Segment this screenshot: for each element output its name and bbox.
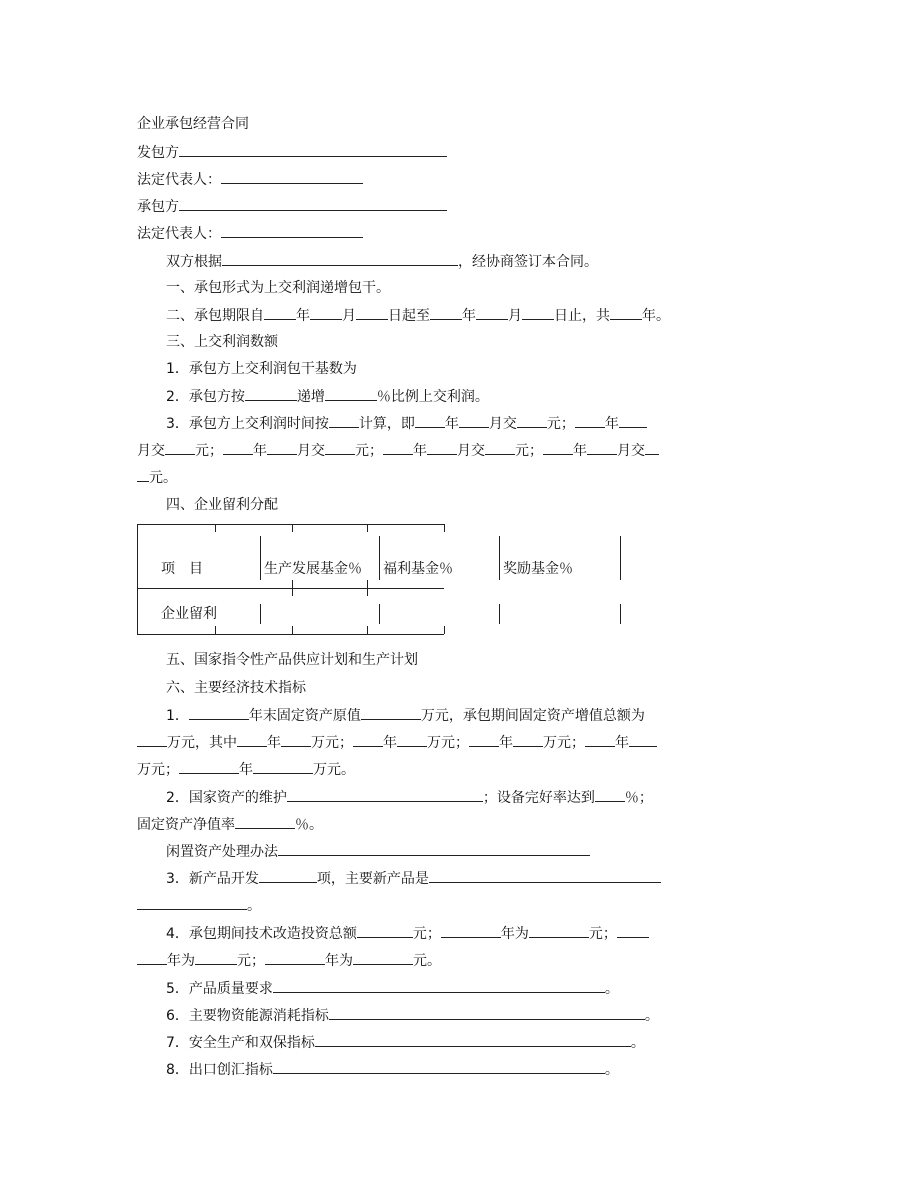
clause-6-title: 六、主要经济技术指标: [166, 680, 306, 696]
tick: [444, 626, 445, 634]
clause-2-f: 月: [508, 308, 522, 324]
blank[interactable]: [315, 1033, 631, 1047]
period: 。: [604, 981, 619, 997]
contractor-line: [137, 197, 447, 216]
clause-6-item-2-line-2: [137, 815, 323, 834]
col-rule: [379, 536, 380, 580]
clause-6-item-7: [166, 1033, 645, 1052]
blank[interactable]: [543, 441, 573, 455]
blank[interactable]: [585, 733, 615, 747]
blank[interactable]: [278, 842, 590, 856]
blank[interactable]: [429, 869, 661, 883]
blank[interactable]: [353, 733, 383, 747]
tick: [367, 626, 368, 634]
item-6-label: 6．主要物资能源消耗指标: [166, 1008, 329, 1024]
contractor-rep-line: [137, 224, 363, 243]
clause-6-item-2-line-1: [166, 788, 653, 807]
item-2-e: ％。: [295, 817, 323, 833]
item-2-a: 2．承包方按: [166, 389, 245, 405]
table-header-development-fund: 生产发展基金％: [264, 561, 362, 577]
blank[interactable]: [522, 306, 554, 320]
year-text: 年: [604, 416, 619, 432]
blank[interactable]: [629, 733, 657, 747]
blank[interactable]: [165, 441, 195, 455]
clause-3-item-3-line-2: [137, 441, 659, 460]
clause-6-item-3-line-2: [137, 896, 261, 915]
blank[interactable]: [189, 706, 249, 720]
blank[interactable]: [310, 306, 342, 320]
blank[interactable]: [469, 733, 499, 747]
blank[interactable]: [575, 414, 605, 428]
blank[interactable]: [264, 306, 296, 320]
blank[interactable]: [137, 951, 167, 965]
blank[interactable]: [353, 951, 413, 965]
blank[interactable]: [267, 441, 297, 455]
clause-6-item-1-line-3: [137, 760, 355, 779]
issuer-label: 发包方: [137, 145, 179, 161]
clause-3-item-2: [166, 387, 489, 406]
blank[interactable]: [137, 733, 167, 747]
clause-2: [166, 306, 670, 325]
yuan-end-text: 元。: [413, 953, 441, 969]
year-as-text: 年为: [167, 953, 195, 969]
idle-label: 闲置资产处理办法: [166, 844, 278, 860]
clause-6-item-1-line-1: [166, 706, 645, 725]
year-as-text: 年为: [500, 926, 529, 942]
col-rule: [499, 536, 500, 580]
item-2-c: ％；: [624, 790, 653, 806]
clause-1: 一、承包形式为上交利润递增包干。: [166, 280, 390, 296]
clause-2-c: 月: [342, 308, 356, 324]
month-pay-text: 月交: [488, 416, 517, 432]
period: 。: [604, 1062, 619, 1078]
contractor-blank[interactable]: [179, 197, 447, 211]
wan-text: 万元；: [427, 735, 469, 751]
blank[interactable]: [485, 441, 515, 455]
item-2-b: 递增: [296, 389, 325, 405]
yuan-text: 元；: [515, 443, 543, 459]
blank[interactable]: [325, 441, 355, 455]
month-pay-text: 月交: [457, 443, 485, 459]
month-pay-text: 月交: [137, 443, 165, 459]
clause-3-item-3-line-3: [137, 468, 177, 487]
clause-3-item-1: 1．承包方上交利润包干基数为: [166, 361, 357, 377]
blank[interactable]: [595, 788, 625, 802]
year-text: 年: [615, 735, 629, 751]
blank[interactable]: [329, 414, 359, 428]
col-rule: [620, 536, 621, 580]
blank[interactable]: [427, 441, 457, 455]
yuan-text: 元；: [195, 443, 223, 459]
wan-end-text: 万元。: [313, 762, 355, 778]
tick: [367, 524, 368, 532]
year-as-text: 年为: [325, 953, 353, 969]
clause-4-title: 四、企业留利分配: [166, 497, 278, 513]
table-header-bonus-fund: 奖励基金％: [503, 561, 573, 577]
blank[interactable]: [273, 979, 605, 993]
col-rule: [499, 604, 500, 624]
year-text: 年: [239, 762, 253, 778]
item-2-c: ％比例上交利润。: [376, 389, 489, 405]
clause-2-g: 日止，共: [554, 308, 610, 324]
blank[interactable]: [273, 1060, 605, 1074]
blank[interactable]: [325, 387, 377, 401]
blank[interactable]: [383, 441, 413, 455]
idle-assets-line: [166, 842, 590, 861]
yuan-text: 元；: [588, 926, 617, 942]
clause-6-item-8: [166, 1060, 619, 1079]
contractor-rep-blank[interactable]: [221, 224, 363, 238]
clause-6-item-4-line-2: [137, 951, 441, 970]
blank[interactable]: [645, 441, 659, 455]
clause-2-a: 二、承包期限自: [166, 308, 264, 324]
clause-2-d: 日起至: [388, 308, 430, 324]
item-3-a: 3．新产品开发: [166, 871, 259, 887]
period: 。: [630, 1035, 645, 1051]
yuan-text: 元；: [237, 953, 265, 969]
clause-6-item-3-line-1: [166, 869, 661, 888]
blank[interactable]: [361, 706, 421, 720]
blank[interactable]: [476, 306, 508, 320]
item-3-a: 3．承包方上交利润时间按: [166, 416, 329, 432]
intro-line: [166, 252, 598, 271]
blank[interactable]: [137, 896, 247, 910]
table-bottom-rule: [137, 634, 444, 635]
item-2-a: 2．国家资产的维护: [166, 790, 287, 806]
item-2-d: 固定资产净值率: [137, 817, 235, 833]
intro-pre: 双方根据: [166, 254, 222, 270]
col-rule: [379, 604, 380, 624]
yuan-text: 元；: [355, 443, 383, 459]
clause-5: 五、国家指令性产品供应计划和生产计划: [166, 652, 418, 668]
month-pay-text: 月交: [617, 443, 645, 459]
clause-3-title: 三、上交利润数额: [166, 334, 278, 350]
tick: [292, 580, 293, 596]
tick: [292, 524, 293, 532]
blank[interactable]: [329, 1006, 645, 1020]
clause-3-item-3-line-1: [166, 414, 647, 433]
item-1-a: 1．: [166, 708, 189, 724]
year-text: 年: [573, 443, 587, 459]
blank[interactable]: [529, 924, 589, 938]
year-text: 年: [444, 416, 459, 432]
table-left-rule: [137, 524, 138, 634]
blank[interactable]: [281, 733, 311, 747]
clause-2-e: 年: [462, 308, 476, 324]
blank[interactable]: [137, 468, 149, 482]
blank[interactable]: [259, 869, 317, 883]
blank[interactable]: [237, 733, 267, 747]
table-top-rule: [137, 524, 444, 525]
item-3-b: 计算，即: [358, 416, 415, 432]
item-8-label: 8．出口创汇指标: [166, 1062, 273, 1078]
item-3-b: 项，主要新产品是: [316, 871, 429, 887]
blank[interactable]: [397, 733, 427, 747]
period: 。: [644, 1008, 659, 1024]
item-7-label: 7．安全生产和双保指标: [166, 1035, 315, 1051]
blank[interactable]: [610, 306, 642, 320]
issuer-rep-line: [137, 170, 363, 189]
item-5-label: 5．产品质量要求: [166, 981, 273, 997]
table-header-welfare-fund: 福利基金％: [383, 561, 453, 577]
clause-6-item-6: [166, 1006, 659, 1025]
col-rule: [260, 604, 261, 624]
blank[interactable]: [195, 951, 237, 965]
blank[interactable]: [517, 414, 547, 428]
issuer-blank[interactable]: [179, 143, 447, 157]
wan-text: 万元；: [137, 762, 179, 778]
retained-profit-table: [137, 524, 627, 636]
year-text: 年: [383, 735, 397, 751]
year-text: 年: [267, 735, 281, 751]
clause-6-item-1-line-2: [137, 733, 657, 752]
item-1-c: 万元，承包期间固定资产增值总额为: [420, 708, 645, 724]
tick: [444, 524, 445, 532]
year-text: 年: [413, 443, 427, 459]
item-4-a: 4．承包期间技术改造投资总额: [166, 926, 357, 942]
blank[interactable]: [619, 414, 647, 428]
clause-2-h: 年。: [642, 308, 670, 324]
blank[interactable]: [415, 414, 445, 428]
blank[interactable]: [357, 924, 413, 938]
col-rule: [260, 536, 261, 580]
blank[interactable]: [587, 441, 617, 455]
issuer-rep-label: 法定代表人：: [137, 172, 221, 188]
table-row-label: 企业留利: [161, 606, 217, 622]
intro-post: ，经协商签订本合同。: [458, 254, 598, 270]
table-header-item: 项 目: [161, 561, 203, 577]
year-text: 年: [253, 443, 267, 459]
yuan-text: 元；: [546, 416, 575, 432]
item-1-d: 万元，其中: [167, 735, 237, 751]
blank[interactable]: [617, 924, 649, 938]
clause-2-b: 年: [296, 308, 310, 324]
blank[interactable]: [245, 387, 297, 401]
intro-basis-blank[interactable]: [222, 252, 458, 266]
contractor-rep-label: 法定代表人：: [137, 226, 221, 242]
issuer-rep-blank[interactable]: [221, 170, 363, 184]
blank[interactable]: [430, 306, 462, 320]
wan-text: 万元；: [311, 735, 353, 751]
blank[interactable]: [441, 924, 501, 938]
issuer-line: [137, 143, 447, 162]
blank[interactable]: [223, 441, 253, 455]
table-mid-rule: [137, 588, 444, 589]
col-rule: [620, 604, 621, 624]
blank[interactable]: [179, 760, 239, 774]
item-3-c: 。: [247, 898, 261, 914]
clause-6-item-4-line-1: [166, 924, 649, 943]
blank[interactable]: [356, 306, 388, 320]
blank[interactable]: [235, 815, 295, 829]
end-text: 元。: [149, 470, 177, 486]
blank[interactable]: [265, 951, 325, 965]
blank[interactable]: [459, 414, 489, 428]
tick: [215, 626, 216, 634]
item-1-b: 年末固定资产原值: [248, 708, 361, 724]
tick: [215, 524, 216, 532]
blank[interactable]: [253, 760, 313, 774]
contractor-label: 承包方: [137, 199, 179, 215]
tick: [367, 580, 368, 596]
blank[interactable]: [513, 733, 543, 747]
year-text: 年: [499, 735, 513, 751]
item-2-b: ；设备完好率达到: [482, 790, 595, 806]
month-pay-text: 月交: [297, 443, 325, 459]
wan-text: 万元；: [543, 735, 585, 751]
yuan-text: 元；: [412, 926, 441, 942]
document-title: 企业承包经营合同: [137, 116, 249, 132]
blank[interactable]: [287, 788, 483, 802]
clause-6-item-5: [166, 979, 619, 998]
tick: [292, 626, 293, 634]
